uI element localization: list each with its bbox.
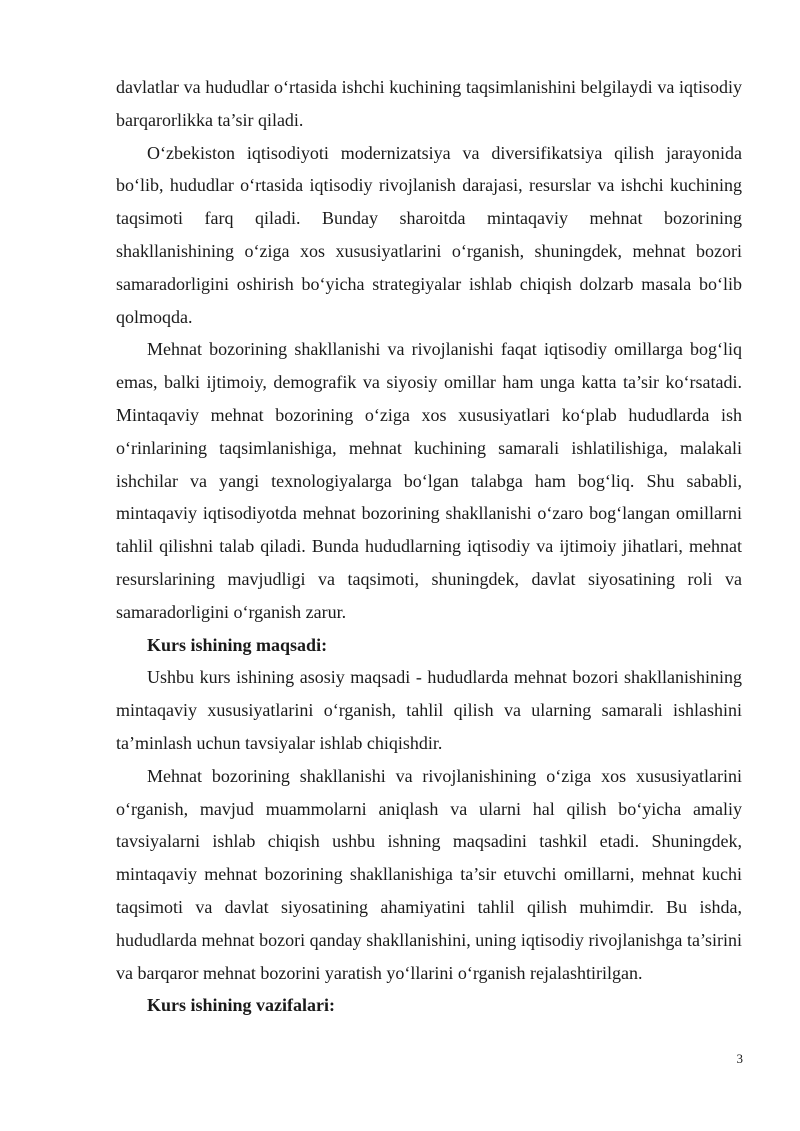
paragraph-uzbekistan-economy: O‘zbekiston iqtisodiyoti modernizatsiya va diversifikatsiya qilish jarayonida bo‘lib, hududlar o‘rtasida iqtisodiy rivojlanish darajasi, resurslar va ishchi kuchining taqsimoti farq qiladi. Bunday sharoitda mintaqaviy mehnat bozorining shakllanishining o‘ziga xos xususiyatlarini o‘rganish, shuningdek, mehnat bozori samaradorligini oshirish bo‘yicha strategiyalar ishlab chiqish dolzarb masala bo‘lib qolmoqda.: [116, 142, 742, 327]
heading-course-goal: Kurs ishining maqsadi:: [147, 634, 328, 655]
paragraph-course-purpose-detail: Mehnat bozorining shakllanishi va rivojlanishining o‘ziga xos xususiyatlarini o‘rganish, mavjud muammolarni aniqlash va ularni hal qilish bo‘yicha amaliy tavsiyalarni ishlab chiqish ushbu ishning maqsadini tashkil etadi. Shuningdek, mintaqaviy mehnat bozorining shakllanishiga ta’sir etuvchi omillarni, mehnat kuchi taqsimoti va davlat siyosatining ahamiyatini tahlil qilish muhimdir. Bu ishda, hududlarda mehnat bozori qanday shakllanishini, uning iqtisodiy rivojlanishga ta’sirini va barqaror mehnat bozorini yaratish yo‘llarini o‘rganish rejalashtirilgan.: [116, 765, 742, 983]
paragraph-course-goal: Ushbu kurs ishining asosiy maqsadi - hududlarda mehnat bozori shakllanishining mintaqaviy xususiyatlarini o‘rganish, tahlil qilish va ularning samarali ishlashini ta’minlash uchun tavsiyalar ishlab chiqishdir.: [116, 667, 742, 753]
paragraph-continuation: davlatlar va hududlar o‘rtasida ishchi kuchining taqsimlanishini belgilaydi va iqtisodiy barqarorlikka ta’sir qiladi.: [116, 77, 742, 130]
document-page: [116, 71, 742, 1022]
paragraph-labor-market-factors: Mehnat bozorining shakllanishi va rivojlanishi faqat iqtisodiy omillarga bog‘liq emas, balki ijtimoiy, demografik va siyosiy omillar ham unga katta ta’sir ko‘rsatadi. Mintaqaviy mehnat bozorining o‘ziga xos xususiyatlari ko‘plab hududlarda ish o‘rinlarining taqsimlanishiga, mehnat kuchining samarali ishlatilishiga, malakali ishchilar va yangi texnologiyalarga bo‘lgan talabga ham bog‘liq. Shu sababli, mintaqaviy iqtisodiyotda mehnat bozorining shakllanishi o‘zaro bog‘langan omillarni tahlil qilishni talab qiladi. Bunda hududlarning iqtisodiy va ijtimoiy jihatlari, mehnat resurslarining mavjudligi va taqsimoti, shuningdek, davlat siyosatining roli va samaradorligini o‘rganish zarur.: [116, 339, 742, 622]
heading-course-tasks: Kurs ishining vazifalari:: [147, 995, 336, 1016]
page-number: 3: [736, 1051, 743, 1066]
